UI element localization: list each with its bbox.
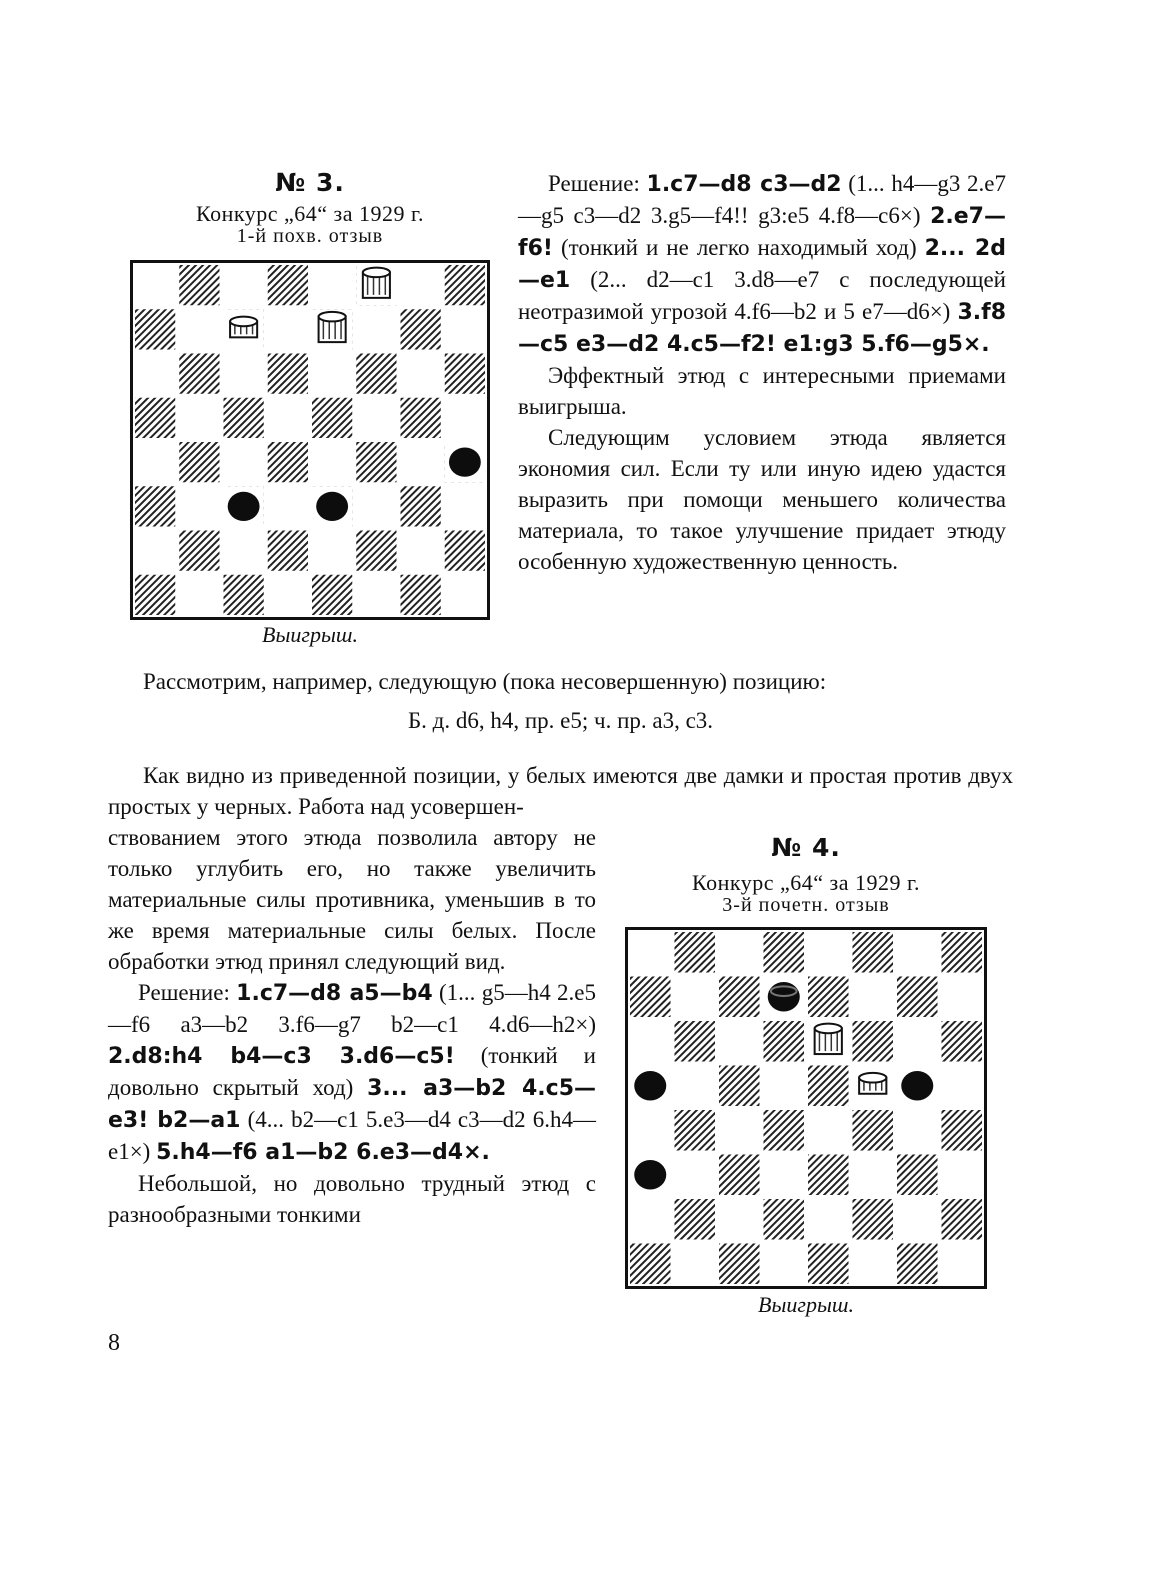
dark-square-f8 [853,932,894,973]
solution3-run: Решение: [548,171,647,196]
dark-square-e5 [808,1066,849,1107]
dark-square-h4 [942,1110,983,1151]
solution3-run: (2... d2—c1 3.d8—e7 с последующей неотразимой угрозой 4.f6—b2 и 5 e7—d6×) [518,267,1006,324]
work-paragraph-rest: ствованием этого этюда позволила автору не только углубить его, но также увеличить материальные силы противника, уменьшив в то же время материальные силы белых. После обработки этюд принял следующий вид. [108,825,596,974]
problem4-contest: Конкурс „64“ за 1929 г. [691,870,921,895]
solution4-run: 1.c7—d8 a5—b4 [236,981,433,1006]
solution4-run: (4... b2—c1 5.e3—d4 c3—d2 6.h4—e1×) [108,1107,596,1164]
solution4-run: 3... a3—b2 4.c5—e3! b2—a1 [108,1076,597,1133]
solution3-run: 2... 2d—e1 [518,236,1006,293]
dark-square-h6 [942,1021,983,1062]
dark-square-d2 [764,1199,805,1240]
closing-paragraph: Небольшой, но довольно трудный этюд с разнообразными тонкими [108,1171,596,1227]
dark-square-c5 [224,398,264,438]
dark-square-b4 [179,442,219,482]
solution3-comment: Эффектный этюд с интересными приемами выигрыша. [518,363,1006,419]
solution4-text [108,977,596,1168]
black-man-h4 [445,442,485,482]
dark-square-f2 [853,1199,894,1240]
solution3-run: 1.c7—d8 c3—d2 [646,172,842,197]
dark-square-h8 [445,265,485,305]
dark-square-a1 [135,575,175,615]
dark-square-d8 [268,265,308,305]
dark-square-g7 [401,309,441,349]
dark-square-d4 [268,442,308,482]
solution4-run: (1... g5—h4 2.e5—f6 a3—b2 3.f6—g7 b2—c1 4.d6—h2×) [108,980,596,1037]
solution3-text [518,168,1006,360]
dark-square-b4 [675,1110,716,1151]
black-man-a5 [630,1066,671,1107]
problem4-board [625,927,987,1289]
dark-square-e3 [808,1155,849,1196]
dark-square-a5 [135,398,175,438]
dark-square-g1 [897,1244,938,1285]
dark-square-c1 [719,1244,760,1285]
white-king-e6 [808,1021,849,1062]
dark-square-f6 [356,354,396,394]
dark-square-b8 [179,265,219,305]
dark-square-d4 [764,1110,805,1151]
work-paragraph-start: Как видно из приведенной позиции, у белых имеются две дамки и простая против двух простых у черных. Работа над усовершен- [108,763,1013,819]
black-king-d7 [764,977,805,1018]
dark-square-g5 [401,398,441,438]
dark-square-a1 [630,1244,671,1285]
solution4-run: Решение: [138,980,237,1005]
dark-square-e1 [312,575,352,615]
white-king-e7 [312,309,352,349]
problem3-header [130,168,490,248]
dark-square-h2 [445,531,485,571]
dark-square-f2 [356,531,396,571]
dark-square-e5 [312,398,352,438]
dark-square-f6 [853,1021,894,1062]
dark-square-h6 [445,354,485,394]
dark-square-g1 [401,575,441,615]
dark-square-b8 [675,932,716,973]
solution4-run: 5.h4—f6 a1—b2 6.e3—d4×. [156,1140,490,1165]
position-line: Б. д. d6, h4, пр. e5; ч. пр. a3, c3. [407,708,714,733]
problem4-number: № 4. [771,833,841,862]
dark-square-d8 [764,932,805,973]
dark-square-f4 [356,442,396,482]
problem4-verdict: Выигрыш. [758,1292,854,1317]
dark-square-e7 [808,977,849,1018]
dark-square-c7 [719,977,760,1018]
problem3-verdict: Выигрыш. [262,622,358,647]
solution4-run: 2.d8:h4 b4—c3 3.d6—c5! [108,1044,455,1069]
page-number: 8 [108,1330,120,1356]
dark-square-b2 [179,531,219,571]
dark-square-h8 [942,932,983,973]
dark-square-a3 [135,486,175,526]
dark-square-d6 [268,354,308,394]
dark-square-a7 [135,309,175,349]
problem3-contest: Конкурс „64“ за 1929 г. [195,201,425,226]
dark-square-b6 [675,1021,716,1062]
black-man-a3 [630,1155,671,1196]
white-king-f8 [356,265,396,305]
dark-square-b6 [179,354,219,394]
problem3-number: № 3. [275,168,345,197]
solution3-column [518,168,1006,577]
black-man-g5 [897,1066,938,1107]
solution3-run: (тонкий и не легко находимый ход) [552,235,925,260]
black-man-c3 [224,486,264,526]
dark-square-a7 [630,977,671,1018]
dark-square-c3 [719,1155,760,1196]
dark-square-c1 [224,575,264,615]
solution3-run: 2.e7—f6! [518,204,1006,261]
dark-square-g3 [897,1155,938,1196]
dark-square-f4 [853,1110,894,1151]
dark-square-e1 [808,1244,849,1285]
dark-square-b2 [675,1199,716,1240]
b3-squares [133,263,487,617]
consider-paragraph: Рассмотрим, например, следующую (пока несовершенную) позицию: [143,669,827,694]
dark-square-c5 [719,1066,760,1107]
economy-paragraph: Следующим условием этюда является экономия сил. Если ту или иную идею удастся выразить при помощи меньшего количества материала, то такое улучшение придает этюду особенную художественную ценность. [518,425,1006,574]
problem4-award: 3-й почетн. отзыв [722,894,890,916]
dark-square-g7 [897,977,938,1018]
white-man-c7 [224,309,264,349]
solution3-run: (1... h4—g3 2.e7—g5 c3—d2 3.g5—f4!! g3:e5 4.f8—c6×) [518,171,1006,228]
solution4-run: (тонкий и довольно скрытый ход) [108,1043,596,1100]
b4-squares [628,930,984,1286]
dark-square-d6 [764,1021,805,1062]
dark-square-d2 [268,531,308,571]
problem3-award: 1-й похв. отзыв [236,225,384,247]
problem4-header [625,833,987,917]
solution3-run: 3.f8—c5 e3—d2 4.c5—f2! e1:g3 5.f6—g5×. [518,300,1006,357]
black-man-e3 [312,486,352,526]
white-man-f5 [853,1066,894,1107]
dark-square-h2 [942,1199,983,1240]
problem3-board [130,260,490,620]
dark-square-g3 [401,486,441,526]
